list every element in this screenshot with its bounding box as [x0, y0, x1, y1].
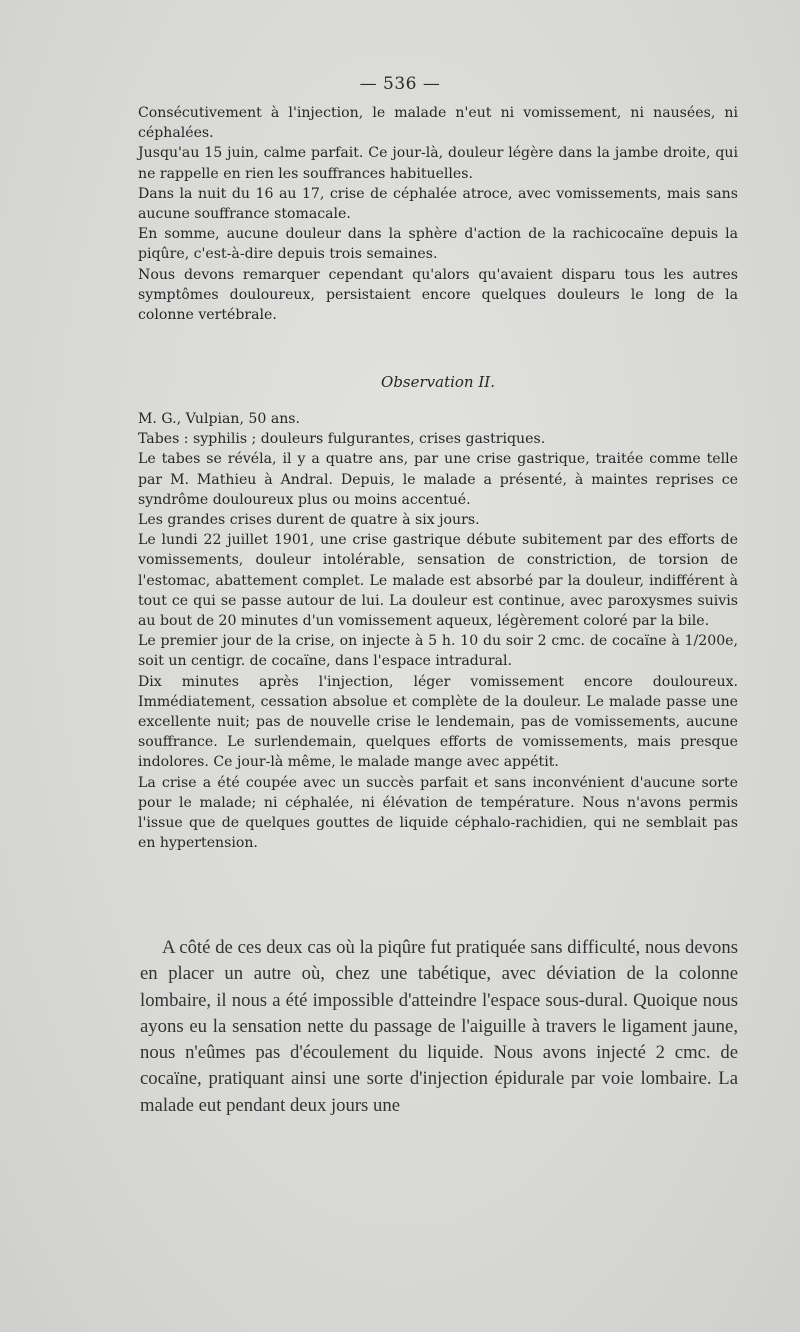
paragraph: M. G., Vulpian, 50 ans. — [138, 411, 301, 427]
body-text-block — [140, 935, 738, 1119]
paragraph: Le lundi 22 juillet 1901, une crise gastrique débute subitement par des efforts de vomissements, douleur intolérable, sensation de constriction, de torsion de l'estomac, abattement complet. Le malade est absorbé par la douleur, indifférent à tout ce qui se passe autour de lui. La douleur est continue, avec paroxysmes suivis au bout de 20 minutes d'un vomissement aqueux, légèrement coloré par la bile. — [138, 532, 738, 630]
paragraph: Dix minutes après l'injection, léger vomissement encore douloureux. Immédiatement, cessation absolue et complète de la douleur. Le malade passe une excellente nuit; pas de nouvelle crise le lendemain, pas de vomissements, aucune souffrance. Le surlendemain, quelques efforts de vomissements, mais presque indolores. Ce jour-là même, le malade mange avec appétit. — [138, 673, 738, 771]
paragraph: Consécutivement à l'injection, le malade n'eut ni vomissement, ni nausées, ni céphalées. — [138, 105, 738, 142]
paragraph: Le premier jour de la crise, on injecte à 5 h. 10 du soir 2 cmc. de cocaïne à 1/200e, soit un centigr. de cocaïne, dans l'espace intradural. — [138, 633, 738, 670]
observation-title: Observation II. — [381, 373, 495, 391]
observation-text-block — [138, 409, 738, 853]
paragraph: Les grandes crises durent de quatre à six jours. — [138, 512, 480, 529]
paragraph: Dans la nuit du 16 au 17, crise de céphalée atroce, avec vomissements, mais sans aucune souffrance stomacale. — [138, 185, 738, 223]
paragraph: Nous devons remarquer cependant qu'alors qu'avaient disparu tous les autres symptômes douloureux, persistaient encore quelques douleurs le long de la colonne vertébrale. — [138, 266, 738, 324]
paragraph: Tabes : syphilis ; douleurs fulgurantes, crises gastriques. — [138, 431, 546, 448]
paragraph: En somme, aucune douleur dans la sphère d'action de la rachicocaïne depuis la piqûre, c'est-à-dire depuis trois semaines. — [138, 226, 738, 263]
paragraph: Le tabes se révéla, il y a quatre ans, par une crise gastrique, traitée comme telle par M. Mathieu à Andral. Depuis, le malade a présenté, à maintes reprises ce syndrôme douloureux plus ou moins accentué. — [138, 451, 738, 508]
paragraph: La crise a été coupée avec un succès parfait et sans inconvénient d'aucune sorte pour le malade; ni céphalée, ni élévation de température. Nous n'avons permis l'issue que de quelques gouttes de liquide céphalo-rachidien, qui ne semblait pas en hypertension. — [138, 774, 738, 852]
paragraph: Jusqu'au 15 juin, calme parfait. Ce jour-là, douleur légère dans la jambe droite, qui ne rappelle en rien les souffrances habituelles. — [138, 145, 738, 182]
page-number: — 536 — — [359, 74, 441, 94]
paragraph: A côté de ces deux cas où la piqûre fut pratiquée sans difficulté, nous devons en placer un autre où, chez une tabétique, avec déviation de la colonne lombaire, il nous a été impossible d'atteindre l'espace sous-dural. Quoique nous ayons eu la sensation nette du passage de l'aiguille à travers le ligament jaune, nous n'eûmes pas d'écoulement du liquide. Nous avons injecté 2 cmc. de cocaïne, pratiquant ainsi une sorte d'injection épidurale par voie lombaire. La malade eut pendant deux jours une — [140, 937, 738, 1116]
top-text-block — [138, 103, 738, 325]
